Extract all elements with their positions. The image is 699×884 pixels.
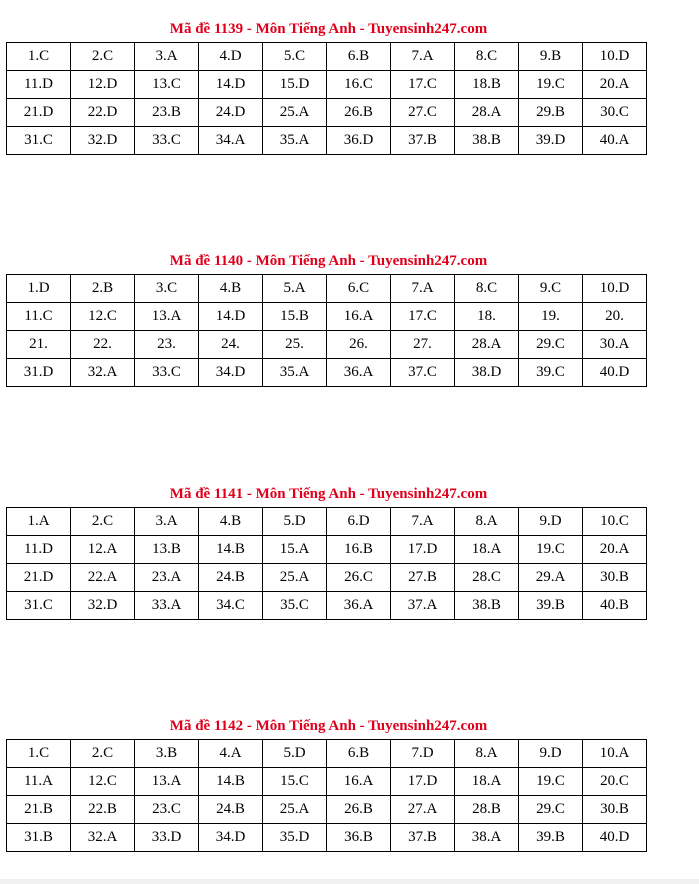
answer-cell: 2.C (71, 43, 135, 71)
answer-cell: 5.D (263, 740, 327, 768)
answer-cell: 24.D (199, 99, 263, 127)
answer-cell: 20.C (583, 768, 647, 796)
answer-cell: 12.D (71, 71, 135, 99)
answer-cell: 20.A (583, 536, 647, 564)
answer-cell: 28.C (455, 564, 519, 592)
answer-cell: 30.B (583, 564, 647, 592)
answer-cell: 18.B (455, 71, 519, 99)
answer-cell: 19. (519, 303, 583, 331)
answer-cell: 18. (455, 303, 519, 331)
answer-cell: 11.A (7, 768, 71, 796)
answer-cell: 17.C (391, 71, 455, 99)
answer-cell: 7.A (391, 508, 455, 536)
answer-cell: 7.A (391, 43, 455, 71)
answer-cell: 35.C (263, 592, 327, 620)
answer-cell: 7.D (391, 740, 455, 768)
answer-cell: 35.A (263, 127, 327, 155)
section-title: Mã đề 1141 - Môn Tiếng Anh - Tuyensinh247.com (169, 486, 488, 502)
answer-cell: 29.C (519, 331, 583, 359)
answer-cell: 27. (391, 331, 455, 359)
answer-table (6, 42, 647, 155)
answer-cell: 21.D (7, 564, 71, 592)
answer-cell: 34.A (199, 127, 263, 155)
answer-cell: 39.B (519, 592, 583, 620)
answer-cell: 40.D (583, 824, 647, 852)
answer-cell: 25.A (263, 796, 327, 824)
answer-cell: 1.C (7, 740, 71, 768)
answer-cell: 30.A (583, 331, 647, 359)
answer-cell: 12.A (71, 536, 135, 564)
answer-cell: 24.B (199, 796, 263, 824)
answer-cell: 36.A (327, 359, 391, 387)
answer-cell: 15.A (263, 536, 327, 564)
answer-cell: 27.A (391, 796, 455, 824)
answer-row (7, 303, 647, 331)
answer-cell: 9.D (519, 740, 583, 768)
exam-section-1142 (6, 713, 647, 852)
answer-cell: 16.C (327, 71, 391, 99)
answer-cell: 10.A (583, 740, 647, 768)
answer-cell: 2.B (71, 275, 135, 303)
answer-cell: 21.B (7, 796, 71, 824)
answer-cell: 6.C (327, 275, 391, 303)
answer-cell: 14.B (199, 768, 263, 796)
answer-cell: 22. (71, 331, 135, 359)
answer-cell: 26.C (327, 564, 391, 592)
answer-cell: 5.C (263, 43, 327, 71)
answer-row (7, 43, 647, 71)
answer-cell: 29.B (519, 99, 583, 127)
answer-cell: 8.A (455, 740, 519, 768)
section-title: Mã đề 1142 - Môn Tiếng Anh - Tuyensinh247.com (169, 718, 488, 734)
answer-cell: 12.C (71, 768, 135, 796)
answer-cell: 4.D (199, 43, 263, 71)
answer-cell: 6.B (327, 43, 391, 71)
bottom-scroll-area (0, 879, 699, 884)
answer-table (6, 507, 647, 620)
answer-cell: 26.B (327, 796, 391, 824)
answer-cell: 15.D (263, 71, 327, 99)
answer-cell: 34.D (199, 359, 263, 387)
answer-cell: 18.A (455, 768, 519, 796)
answer-cell: 36.A (327, 592, 391, 620)
answer-cell: 19.C (519, 71, 583, 99)
answer-cell: 34.C (199, 592, 263, 620)
answer-cell: 5.A (263, 275, 327, 303)
answer-cell: 5.D (263, 508, 327, 536)
answer-cell: 39.C (519, 359, 583, 387)
answer-cell: 35.A (263, 359, 327, 387)
answer-cell: 32.D (71, 127, 135, 155)
answer-row (7, 536, 647, 564)
answer-cell: 32.D (71, 592, 135, 620)
answer-cell: 31.B (7, 824, 71, 852)
answer-cell: 8.A (455, 508, 519, 536)
answer-cell: 37.A (391, 592, 455, 620)
answer-cell: 40.A (583, 127, 647, 155)
answer-cell: 29.C (519, 796, 583, 824)
answer-cell: 28.A (455, 331, 519, 359)
answer-row (7, 508, 647, 536)
exam-section-1140 (6, 248, 647, 387)
answer-cell: 20. (583, 303, 647, 331)
answer-cell: 8.C (455, 43, 519, 71)
answer-cell: 25.A (263, 564, 327, 592)
answer-cell: 13.C (135, 71, 199, 99)
answer-cell: 7.A (391, 275, 455, 303)
answer-cell: 3.A (135, 508, 199, 536)
answer-cell: 22.A (71, 564, 135, 592)
answer-cell: 37.C (391, 359, 455, 387)
answer-row (7, 71, 647, 99)
answer-cell: 11.D (7, 71, 71, 99)
answer-cell: 6.D (327, 508, 391, 536)
answer-cell: 1.A (7, 508, 71, 536)
answer-row (7, 99, 647, 127)
answer-cell: 14.D (199, 71, 263, 99)
answer-cell: 20.A (583, 71, 647, 99)
answer-cell: 22.D (71, 99, 135, 127)
answer-cell: 3.B (135, 740, 199, 768)
answer-cell: 36.B (327, 824, 391, 852)
answer-cell: 4.A (199, 740, 263, 768)
answer-cell: 1.D (7, 275, 71, 303)
answer-cell: 10.D (583, 43, 647, 71)
answer-cell: 15.B (263, 303, 327, 331)
answer-row (7, 592, 647, 620)
answer-cell: 37.B (391, 127, 455, 155)
answer-cell: 13.B (135, 536, 199, 564)
answer-cell: 37.B (391, 824, 455, 852)
answer-cell: 10.D (583, 275, 647, 303)
answer-cell: 36.D (327, 127, 391, 155)
answer-table (6, 274, 647, 387)
answer-cell: 21.D (7, 99, 71, 127)
answer-cell: 19.C (519, 768, 583, 796)
answer-cell: 33.A (135, 592, 199, 620)
answer-cell: 19.C (519, 536, 583, 564)
answer-cell: 32.A (71, 824, 135, 852)
answer-cell: 2.C (71, 740, 135, 768)
answer-cell: 11.D (7, 536, 71, 564)
answer-cell: 30.B (583, 796, 647, 824)
answer-cell: 38.D (455, 359, 519, 387)
answer-cell: 3.A (135, 43, 199, 71)
answer-cell: 4.B (199, 508, 263, 536)
answer-cell: 33.C (135, 359, 199, 387)
answer-cell: 38.B (455, 127, 519, 155)
answer-table (6, 739, 647, 852)
answer-cell: 8.C (455, 275, 519, 303)
answer-cell: 3.C (135, 275, 199, 303)
answer-cell: 31.C (7, 127, 71, 155)
answer-cell: 23.B (135, 99, 199, 127)
answer-cell: 16.A (327, 303, 391, 331)
section-title: Mã đề 1139 - Môn Tiếng Anh - Tuyensinh247.com (169, 21, 488, 37)
answer-cell: 25. (263, 331, 327, 359)
answer-cell: 12.C (71, 303, 135, 331)
answer-row (7, 564, 647, 592)
answer-cell: 13.A (135, 768, 199, 796)
answer-cell: 24.B (199, 564, 263, 592)
answer-cell: 6.B (327, 740, 391, 768)
answer-cell: 40.D (583, 359, 647, 387)
answer-cell: 14.D (199, 303, 263, 331)
answer-cell: 16.A (327, 768, 391, 796)
answer-cell: 39.B (519, 824, 583, 852)
answer-row (7, 796, 647, 824)
exam-section-1139 (6, 16, 647, 155)
answer-cell: 31.C (7, 592, 71, 620)
answer-cell: 38.B (455, 592, 519, 620)
answer-row (7, 359, 647, 387)
answer-cell: 33.C (135, 127, 199, 155)
answer-cell: 40.B (583, 592, 647, 620)
answer-row (7, 331, 647, 359)
answer-cell: 1.C (7, 43, 71, 71)
answer-cell: 32.A (71, 359, 135, 387)
answer-cell: 29.A (519, 564, 583, 592)
exam-section-1141 (6, 481, 647, 620)
answer-row (7, 824, 647, 852)
answer-cell: 11.C (7, 303, 71, 331)
answer-cell: 4.B (199, 275, 263, 303)
answer-cell: 28.A (455, 99, 519, 127)
answer-row (7, 768, 647, 796)
answer-cell: 23.C (135, 796, 199, 824)
answer-cell: 17.D (391, 768, 455, 796)
answer-cell: 10.C (583, 508, 647, 536)
answer-cell: 21. (7, 331, 71, 359)
answer-cell: 9.D (519, 508, 583, 536)
section-title: Mã đề 1140 - Môn Tiếng Anh - Tuyensinh247.com (169, 253, 488, 269)
answer-cell: 15.C (263, 768, 327, 796)
answer-cell: 31.D (7, 359, 71, 387)
answer-cell: 25.A (263, 99, 327, 127)
answer-cell: 39.D (519, 127, 583, 155)
answer-cell: 17.D (391, 536, 455, 564)
answer-cell: 24. (199, 331, 263, 359)
answer-cell: 30.C (583, 99, 647, 127)
answer-cell: 33.D (135, 824, 199, 852)
answer-row (7, 275, 647, 303)
answer-cell: 35.D (263, 824, 327, 852)
answer-cell: 27.B (391, 564, 455, 592)
answer-cell: 9.B (519, 43, 583, 71)
answer-cell: 34.D (199, 824, 263, 852)
answer-cell: 18.A (455, 536, 519, 564)
answer-cell: 13.A (135, 303, 199, 331)
answer-cell: 23. (135, 331, 199, 359)
answer-cell: 26. (327, 331, 391, 359)
answer-cell: 2.C (71, 508, 135, 536)
answer-cell: 26.B (327, 99, 391, 127)
answer-cell: 23.A (135, 564, 199, 592)
answer-cell: 17.C (391, 303, 455, 331)
answer-cell: 9.C (519, 275, 583, 303)
answer-cell: 14.B (199, 536, 263, 564)
answer-cell: 16.B (327, 536, 391, 564)
answer-cell: 22.B (71, 796, 135, 824)
answer-cell: 38.A (455, 824, 519, 852)
answer-cell: 27.C (391, 99, 455, 127)
answer-row (7, 740, 647, 768)
answer-cell: 28.B (455, 796, 519, 824)
answer-row (7, 127, 647, 155)
